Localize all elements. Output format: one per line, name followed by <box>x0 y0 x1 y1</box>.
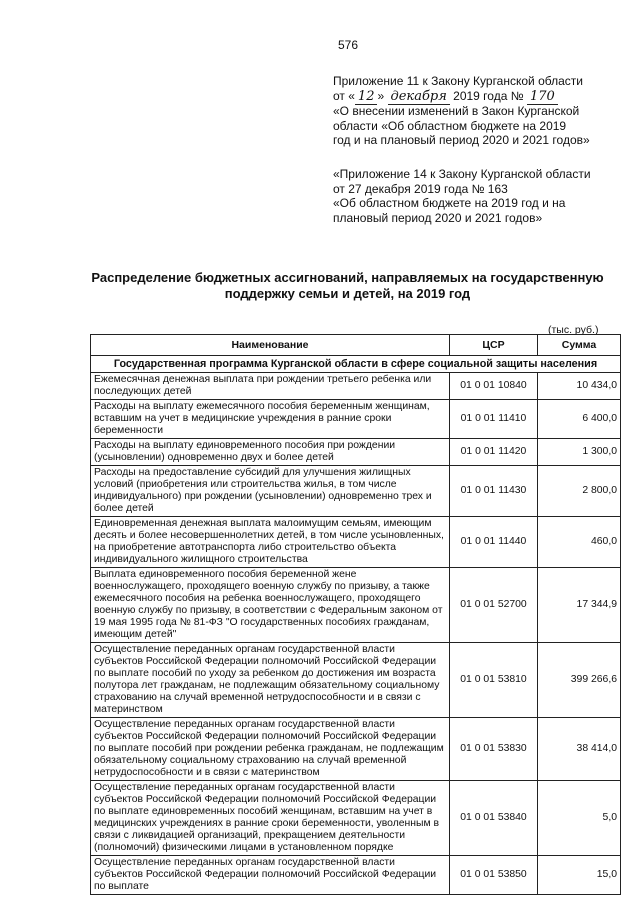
annex-date-line <box>333 89 623 105</box>
table-row <box>91 856 621 895</box>
annex-original-law <box>333 167 623 225</box>
handwritten-month: декабря <box>388 89 450 105</box>
handwritten-day: 12 <box>355 89 378 105</box>
table-row <box>91 568 621 643</box>
row-sum: 38 414,0 <box>538 718 621 781</box>
annex-line: «Об областном бюджете на 2019 год и на <box>333 196 566 210</box>
row-code: 01 0 01 11410 <box>450 400 538 439</box>
row-name: Осуществление переданных органам государственной власти субъектов Российской Федерации полномочий Российской Федерации по выплате пособий при рождении ребенка гражданам, не подлежащим обязательному социальному страхованию на случай временной нетрудоспособности и в связи с материнством <box>91 718 450 781</box>
table-row <box>91 517 621 568</box>
row-name: Расходы на предоставление субсидий для улучшения жилищных условий (приобретения или строительства жилья, в том числе индивидуального) при рождении (усыновлении) одновременно трех и более детей <box>91 466 450 517</box>
date-mid: » <box>377 88 385 103</box>
table-row <box>91 643 621 718</box>
section-row <box>91 356 621 373</box>
annex-line: от 27 декабря 2019 года № 163 <box>333 181 508 196</box>
annex-line: «О внесении изменений в Закон Курганской <box>333 104 580 118</box>
date-year: 2019 года № <box>453 88 524 103</box>
page-number: 576 <box>338 38 359 52</box>
row-code: 01 0 01 53840 <box>450 781 538 856</box>
row-name: Осуществление переданных органам государственной власти субъектов Российской Федерации полномочий Российской Федерации по выплате единовременных пособий женщинам, вставшим на учет в медицинских учреждениях в ранние сроки беременности, уволенным в связи с ликвидацией организаций, прекращением деятельности (полномочий) физическими лицами в установленном порядке <box>91 781 450 856</box>
row-sum: 10 434,0 <box>538 373 621 400</box>
row-name: Осуществление переданных органам государственной власти субъектов Российской Федерации полномочий Российской Федерации по выплате пособий по уходу за ребенком до достижения им возраста полутора лет гражданам, не подлежащим обязательному социальному страхованию на случай временной нетрудоспособности и в связи с материнством <box>91 643 450 718</box>
section-title: Государственная программа Курганской области в сфере социальной защиты населения <box>91 356 621 373</box>
table-header-row <box>91 335 621 356</box>
row-name: Ежемесячная денежная выплата при рождении третьего ребенка или последующих детей <box>91 373 450 400</box>
table-row <box>91 718 621 781</box>
row-sum: 2 800,0 <box>538 466 621 517</box>
row-name: Расходы на выплату единовременного пособия при рождении (усыновлении) одновременно двух и более детей <box>91 439 450 466</box>
row-code: 01 0 01 52700 <box>450 568 538 643</box>
annex-line: «Приложение 14 к Закону Курганской области <box>333 167 591 181</box>
row-sum: 5,0 <box>538 781 621 856</box>
row-sum: 1 300,0 <box>538 439 621 466</box>
document-title <box>80 270 615 302</box>
row-code: 01 0 01 53830 <box>450 718 538 781</box>
row-name: Выплата единовременного пособия беременной жене военнослужащего, проходящего военную службу по призыву, а также ежемесячного пособия на ребенка военнослужащего, проходящего военную службу по призыву, в соответствии с Федеральным законом от 19 мая 1995 года № 81-ФЗ "О государственных пособиях гражданам, имеющим детей" <box>91 568 450 643</box>
annex-line: плановый период 2020 и 2021 годов» <box>333 210 543 225</box>
date-prefix: от « <box>333 88 355 103</box>
row-sum: 17 344,9 <box>538 568 621 643</box>
header-sum: Сумма <box>538 335 621 356</box>
annex-amending-law <box>333 74 623 148</box>
table-row <box>91 439 621 466</box>
header-code: ЦСР <box>450 335 538 356</box>
annex-line: области «Об областном бюджете на 2019 <box>333 118 567 133</box>
annex-line: Приложение 11 к Закону Курганской области <box>333 74 583 88</box>
title-line: поддержку семьи и детей, на 2019 год <box>224 286 471 301</box>
row-name: Единовременная денежная выплата малоимущим семьям, имеющим десять и более несовершеннолетних детей, в том числе усыновленных, на приобретение автотранспорта либо строительство объекта индивидуального жилищного строительства <box>91 517 450 568</box>
row-sum: 6 400,0 <box>538 400 621 439</box>
handwritten-number: 170 <box>527 89 558 105</box>
title-line: Распределение бюджетных ассигнований, направляемых на государственную <box>91 270 604 285</box>
row-code: 01 0 01 11420 <box>450 439 538 466</box>
table-row <box>91 400 621 439</box>
units-label: (тыс. руб.) <box>548 324 599 336</box>
table-row <box>91 373 621 400</box>
row-name: Расходы на выплату ежемесячного пособия беременным женщинам, вставшим на учет в медицинские учреждения в ранние сроки беременности <box>91 400 450 439</box>
table-row <box>91 781 621 856</box>
annex-line: год и на плановый период 2020 и 2021 годов» <box>333 133 590 147</box>
budget-table <box>90 334 621 895</box>
table-row <box>91 466 621 517</box>
row-code: 01 0 01 10840 <box>450 373 538 400</box>
row-sum: 399 266,6 <box>538 643 621 718</box>
row-code: 01 0 01 53850 <box>450 856 538 895</box>
row-sum: 460,0 <box>538 517 621 568</box>
row-code: 01 0 01 11430 <box>450 466 538 517</box>
row-code: 01 0 01 11440 <box>450 517 538 568</box>
row-sum: 15,0 <box>538 856 621 895</box>
row-name: Осуществление переданных органам государственной власти субъектов Российской Федерации полномочий Российской Федерации по выплате <box>91 856 450 895</box>
header-name: Наименование <box>91 335 450 356</box>
row-code: 01 0 01 53810 <box>450 643 538 718</box>
